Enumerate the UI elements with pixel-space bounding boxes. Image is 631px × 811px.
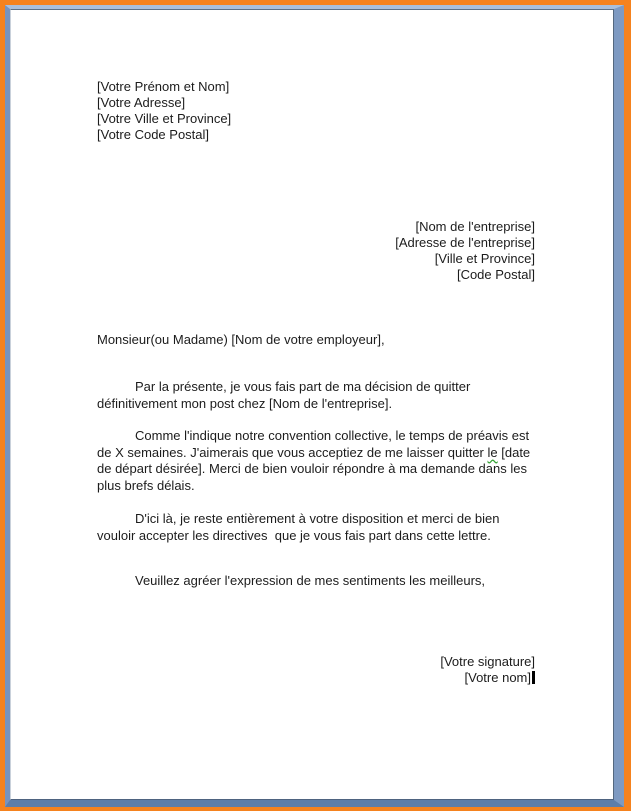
recipient-address-block (97, 219, 535, 283)
window-bevel-frame (5, 5, 624, 807)
signature-name-line (97, 670, 535, 686)
paragraph-notice-text-before: Comme l'indique notre convention collective, le temps de préavis est de X semaines. J'aimerais que vous acceptiez de me laisser quitter (97, 428, 533, 460)
letter-page[interactable] (10, 9, 614, 800)
sender-address-block (97, 79, 535, 143)
spellcheck-flagged-word: le (487, 444, 498, 460)
recipient-company-line: [Nom de l'entreprise] (415, 219, 535, 234)
signature-line: [Votre signature] (440, 653, 535, 669)
closing-line: Veuillez agréer l'expression de mes sentiments les meilleurs, (135, 573, 486, 588)
sender-city-line: [Votre Ville et Province] (97, 111, 232, 126)
recipient-postal-line: [Code Postal] (456, 267, 535, 282)
text-caret (532, 671, 535, 684)
recipient-city-line: [Ville et Province] (434, 251, 535, 266)
sender-postal-line: [Votre Code Postal] (97, 127, 210, 142)
paragraph-notice-period (97, 428, 538, 494)
paragraph-availability: D'ici là, je reste entièrement à votre disposition et merci de bien vouloir accepter les directives que je vous fais part dans cette lettre. (97, 511, 504, 543)
signature-name-text: [Votre nom] (464, 669, 531, 685)
sender-address-line: [Votre Adresse] (97, 95, 186, 110)
signature-block (97, 654, 535, 686)
salutation-line: Monsieur(ou Madame) [Nom de votre employeur], (97, 332, 385, 347)
recipient-address-line: [Adresse de l'entreprise] (395, 235, 535, 250)
paragraph-resignation: Par la présente, je vous fais part de ma décision de quitter définitivement mon post chez [Nom de l'entreprise]. (97, 379, 474, 411)
paragraph-notice-text-after: [date de départ désirée]. Merci de bien vouloir répondre à ma demande dans les plus brefs délais. (97, 444, 538, 493)
sender-name-line: [Votre Prénom et Nom] (97, 79, 230, 94)
